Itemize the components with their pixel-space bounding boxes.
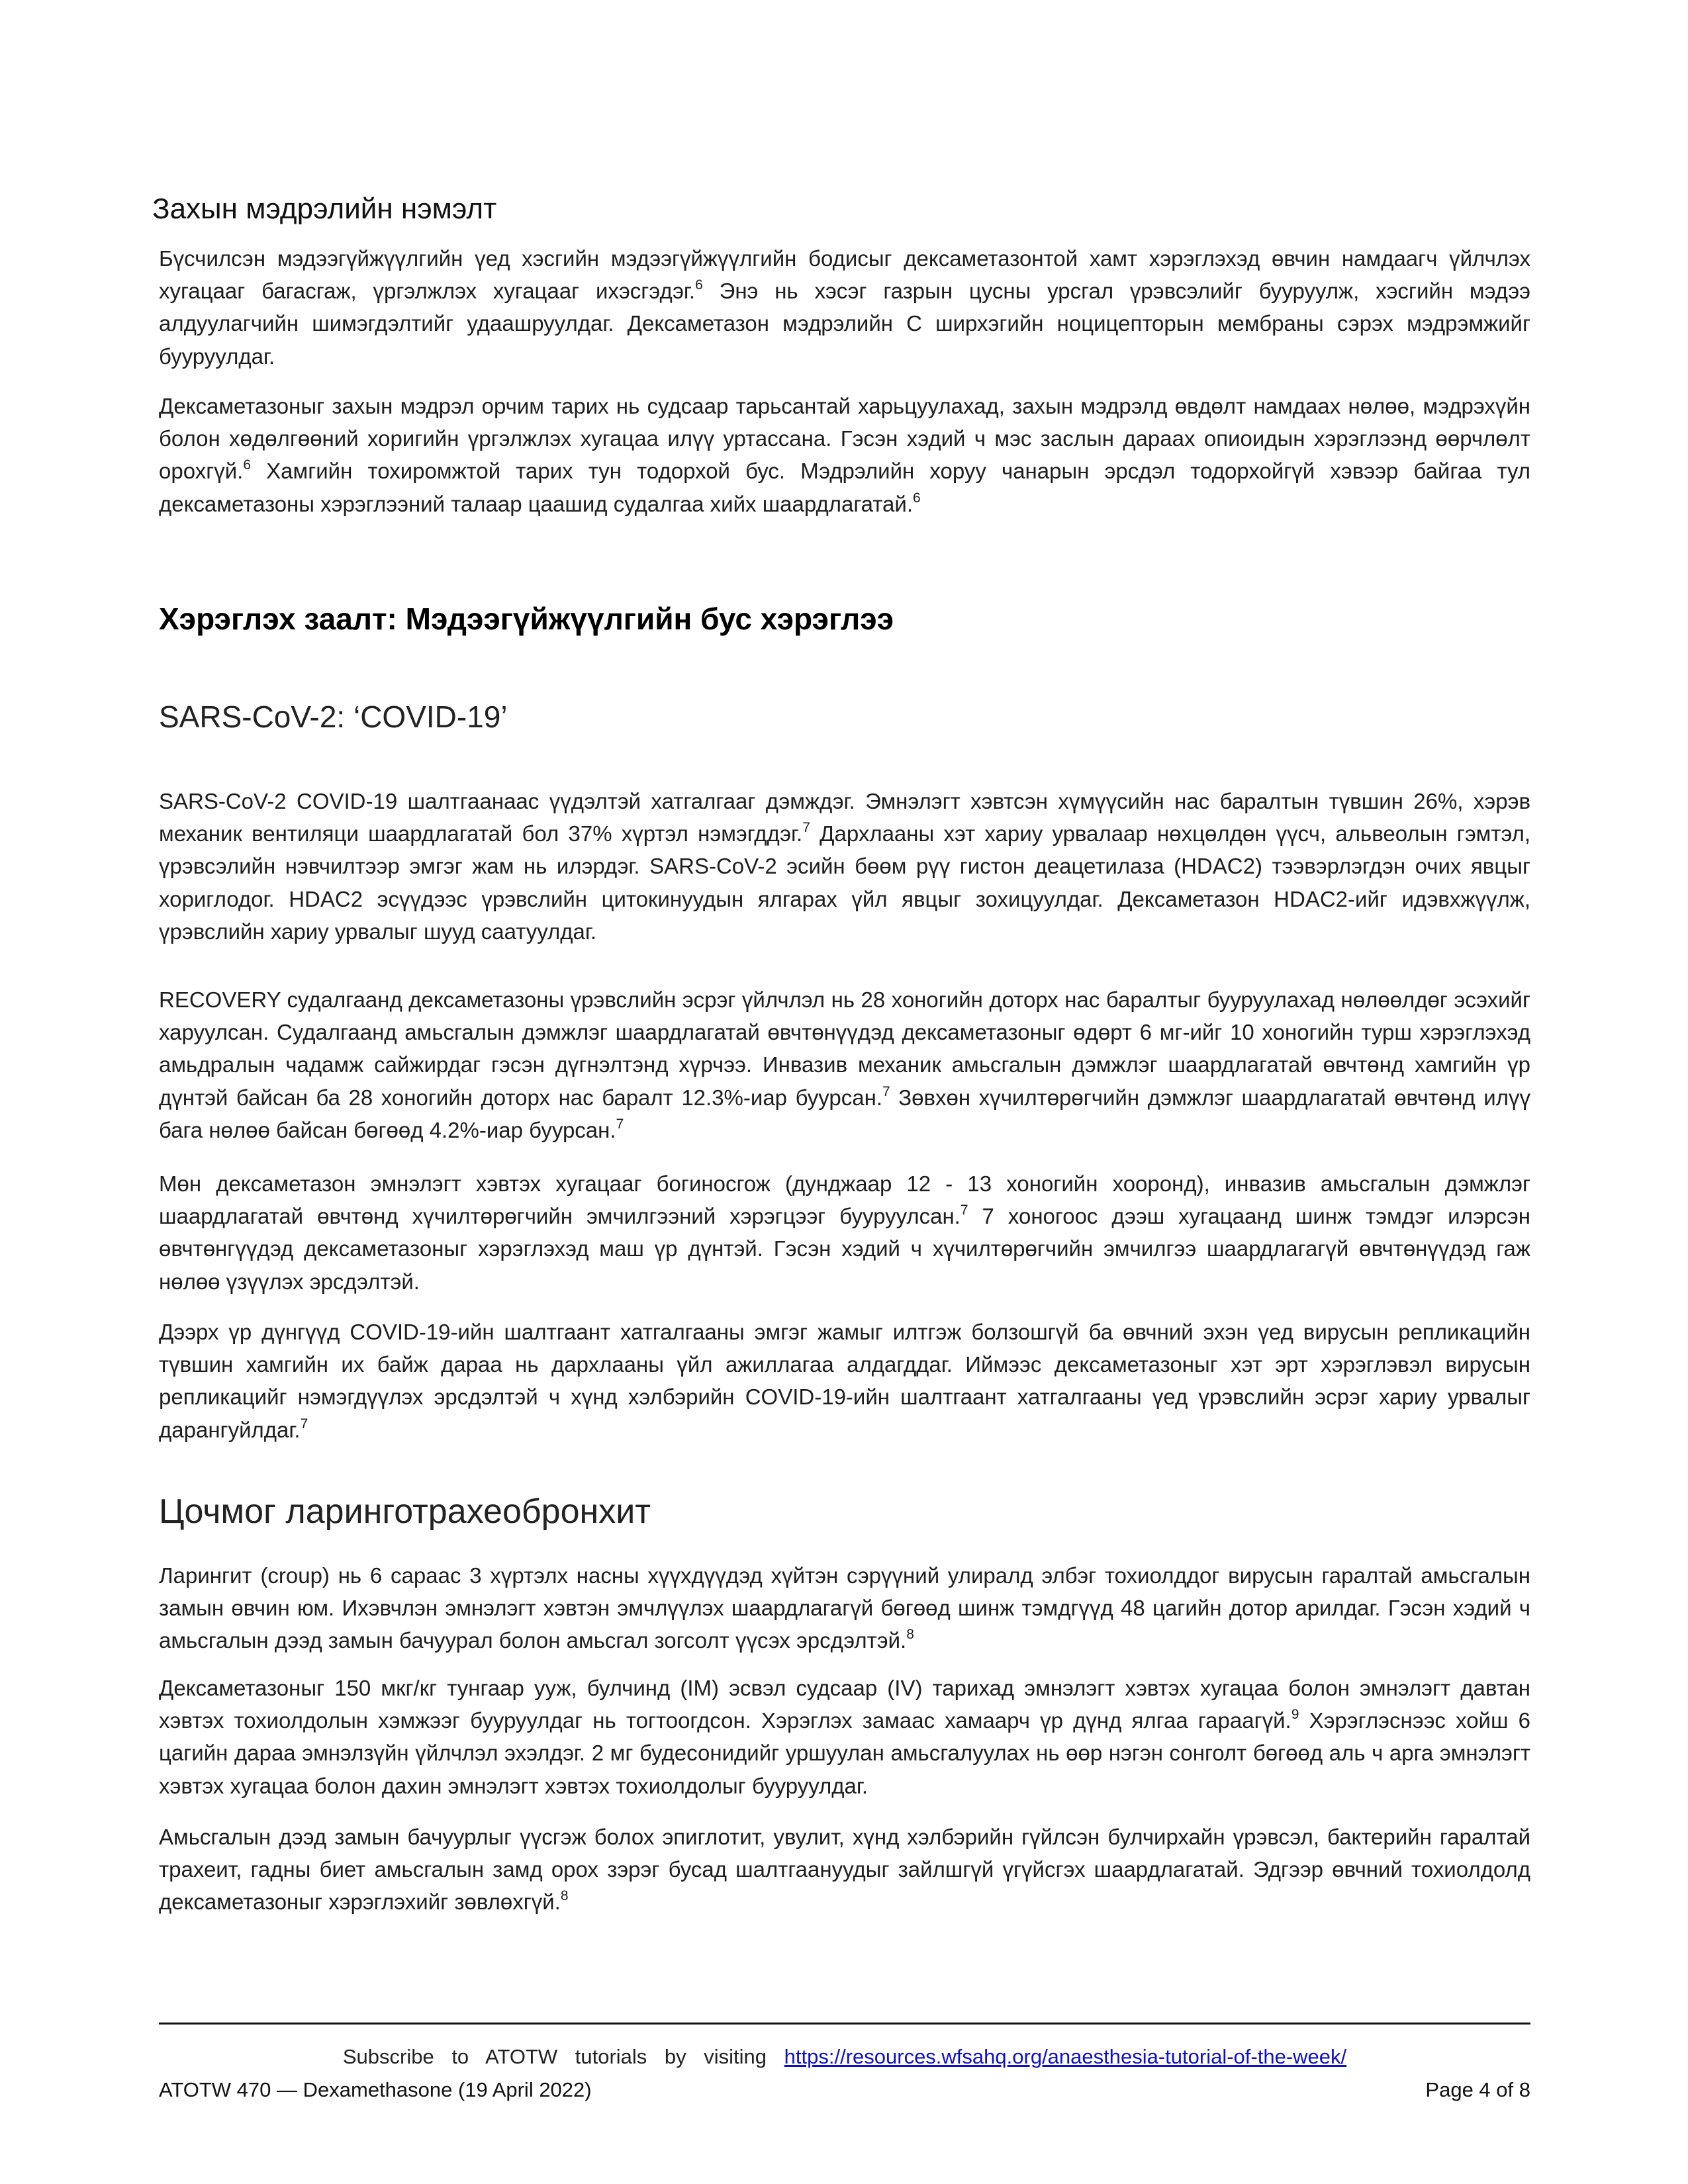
paragraph-text (159, 983, 1530, 1146)
reference-superscript: 6 (912, 490, 921, 506)
text-run: Энэ нь хэсэг газрын цусны урсгал үрэвсэлийг бууруулж, хэсгийн мэдээ алдуулагчийн шимэгдэлтийг удаашруулдаг. Дексаметазон мэдрэлийн С ширхэгийн ноцицепторын мембраны сэрэх мэдрэмжийг бууруулдаг. (159, 279, 1530, 369)
section-heading-croup: Цочмог ларинготрахеобронхит (159, 1492, 651, 1531)
section-covid-heading-block (159, 698, 1530, 736)
paragraph-text (159, 242, 1530, 373)
text-run: SARS-CoV-2 COVID-19 шалтгаанаас үүдэлтэй хатгалгааг дэмждэг. Эмнэлэгт хэвтсэн хүмүүсийн нас баралтын түвшин 26%, хэрэв механик вентиляци шаардлагатай бол 37% хүртэл нэмэгддэг. (159, 789, 1530, 846)
subscribe-text: Subscribe to ATOTW tutorials by visiting (342, 2045, 767, 2068)
section-indication-heading-block (159, 600, 1530, 638)
paragraph-croup-1 (159, 1559, 1530, 1657)
reference-superscript: 7 (616, 1116, 624, 1132)
text-run: Амьсгалын дээд замын бачуурлыг үүсгэж болох эпиглотит, увулит, хүнд хэлбэрийн гүйлсэн булчирхайн үрэвсэл, бактерийн гаралтай трахеит, гадны биет амьсгалын замд орох зэрэг бусад шалтгаануудыг зайлшгүй үгүйсгэх шаардлагатай. Эдгээр өвчний тохиолдолд дексаметазоныг хэрэглэхийг зөвлөхгүй. (159, 1825, 1530, 1915)
text-run: Дексаметазоныг захын мэдрэл орчим тарих нь судсаар тарьсантай харьцуулахад, захын мэдрэлд өвдөлт намдаах нөлөө, мэдрэхүйн болон хөдөлгөөний хоригийн үргэлжлэх хугацаа илүү уртассана. Гэсэн хэдий ч мэс заслын дараах опиоидын хэрэглээнд өөрчлөлт орохгүй. (159, 394, 1530, 484)
text-run: RECOVERY судалгаанд дексаметазоны үрэвслийн эсрэг үйлчлэл нь 28 хоногийн доторх нас баралтыг бууруулахад нөлөөлдөг эсэхийг харуулсан. Судалгаанд амьсгалын дэмжлэг шаардлагатай өвчтөнүүдэд дексаметазоныг өдөрт 6 мг-ийг 10 хоногийн турш хэрэглэхэд амьдралын чадамж сайжирдаг гэсэн дүгнэлтэнд хүрчээ. Инвазив механик амьсгалын дэмжлэг шаардлагатай өвчтөнд хамгийн үр дүнтэй байсан ба 28 хоногийн доторх нас баралт 12.3%-иар буурсан. (159, 987, 1530, 1110)
reference-superscript: 7 (882, 1083, 890, 1099)
text-run: Хэрэглэснээс хойш 6 цагийн дараа эмнэлзүйн үйлчлэл эхэлдэг. 2 мг будесонидийг уршуулан амьсгалуулах нь өөр нэгэн сонголт бөгөөд аль ч арга эмнэлэгт хэвтэх хугацаа болон дахин эмнэлэгт хэвтэх тохиолдолыг бууруулдаг. (159, 1708, 1530, 1798)
paragraph-text (159, 1672, 1530, 1802)
reference-superscript: 6 (243, 457, 252, 473)
paragraph-peripheral-2 (159, 390, 1530, 520)
paragraph-covid-1 (159, 785, 1530, 948)
footer-divider (159, 2023, 1530, 2025)
footer-page-number: Page 4 of 8 (1425, 2078, 1530, 2101)
paragraph-text (159, 785, 1530, 948)
paragraph-text (159, 1821, 1530, 1919)
reference-superscript: 8 (906, 1627, 914, 1643)
reference-superscript: 7 (300, 1416, 308, 1432)
paragraph-covid-3 (159, 1167, 1530, 1298)
paragraph-text (159, 1559, 1530, 1657)
section-heading-covid: SARS-CoV-2: ‘COVID-19’ (159, 700, 508, 734)
footer-subscribe (159, 2042, 1530, 2071)
reference-superscript: 7 (960, 1203, 968, 1218)
section-heading-indication: Хэрэглэх заалт: Мэдээгүйжүүлгийн бус хэрэглээ (159, 602, 894, 636)
paragraph-croup-3 (159, 1821, 1530, 1919)
text-run: Хамгийн тохиромжтой тарих тун тодорхой бус. Мэдрэлийн хоруу чанарын эрсдэл тодорхойгүй хэвээр байгаа тул дексаметазоны хэрэглээний талаар цаашид судалгаа хийх шаардлагатай. (159, 459, 1530, 516)
text-run: Мөн дексаметазон эмнэлэгт хэвтэх хугацааг богиносгож (дунджаар 12 - 13 хоногийн хооронд), инвазив амьсгалын дэмжлэг шаардлагатай өвчтөнд хүчилтөрөгчийн эмчилгээний хэрэгцээг бууруулсан. (159, 1171, 1530, 1229)
text-run: Дексаметазоныг 150 мкг/кг тунгаар ууж, булчинд (IM) эсвэл судсаар (IV) тарихад эмнэлэгт хэвтэх хугацаа болон эмнэлэгт давтан хэвтэх тохиолдолын хэмжээг бууруулдаг нь тогтоогдсон. Хэрэглэх замаас хамаарч үр дүнд ялгаа гараагүй. (159, 1676, 1530, 1733)
reference-superscript: 8 (560, 1888, 569, 1904)
reference-superscript: 6 (695, 277, 703, 293)
paragraph-covid-4 (159, 1316, 1530, 1446)
paragraph-text (159, 390, 1530, 520)
paragraph-peripheral-1 (159, 242, 1530, 373)
text-run: Дээрх үр дүнгүүд COVID-19-ийн шалтгаант хатгалгааны эмгэг жамыг илтгэж болзошгүй ба өвчний эхэн үед вирусын репликацийн түвшин хамгийн их байж дараа нь дархлааны үйл ажиллагаа алдагддаг. Иймээс дексаметазоныг хэт эрт хэрэглэвэл вирусын репликацийг нэмэгдүүлэх эрсдэлтэй ч хүнд хэлбэрийн COVID-19-ийн шалтгаант хатгалгааны үед үрэвслийн эсрэг хариу урвалыг дарангуйлдаг. (159, 1320, 1530, 1442)
paragraph-covid-2 (159, 983, 1530, 1146)
paragraph-text (159, 1167, 1530, 1298)
text-run: 7 хоногоос дээш хугацаанд шинж тэмдэг илэрсэн өвчтөнгүүдэд дексаметазоныг хэрэглэхэд маш үр дүнтэй. Гэсэн хэдий ч хүчилтөрөгчийн эмчилгээ шаардлагагүй өвчтөнүүдэд гаж нөлөө үзүүлэх эрсдэлтэй. (159, 1204, 1530, 1294)
reference-superscript: 7 (802, 820, 810, 836)
text-run: Бүсчилсэн мэдээгүйжүүлгийн үед хэсгийн мэдээгүйжүүлгийн бодисыг дексаметазонтой хамт хэрэглэхэд өвчин намдаагч үйлчлэх хугацааг багасгаж, үргэлжлэх хугацааг ихэсгэдэг. (159, 246, 1530, 304)
text-run: Ларингит (croup) нь 6 сараас 3 хүртэлх насны хүүхдүүдэд хүйтэн сэрүүний улиралд элбэг тохиолддог вирусын гаралтай амьсгалын замын өвчин юм. Ихэвчлэн эмнэлэгт хэвтэн эмчлүүлэх шаардлагагүй бөгөөд шинж тэмдгүүд 48 цагийн дотор арилдаг. Гэсэн хэдий ч амьсгалын дээд замын бачуурал болон амьсгал зогсолт үүсэх эрсдэлтэй. (159, 1563, 1530, 1653)
paragraph-croup-2 (159, 1672, 1530, 1802)
section-heading-peripheral: Захын мэдрэлийн нэмэлт (152, 193, 497, 225)
paragraph-text (159, 1316, 1530, 1446)
section-peripheral-heading-block (152, 191, 1530, 228)
section-croup-heading-block (159, 1490, 1530, 1533)
text-run: Зөвхөн хүчилтөрөгчийн дэмжлэг шаардлагатай өвчтөнд илүү бага нөлөө байсан бөгөөд 4.2%-иар буурсан. (159, 1085, 1530, 1142)
reference-superscript: 9 (1291, 1707, 1299, 1723)
subscribe-link[interactable]: https://resources.wfsahq.org/anaesthesia-tutorial-of-the-week/ (784, 2045, 1347, 2068)
footer-document-title: ATOTW 470 — Dexamethasone (19 April 2022) (159, 2078, 592, 2101)
text-run: Дархлааны хэт хариу урвалаар нөхцөлдөн үүсч, альвеолын гэмтэл, үрэвсэлийн нэвчилтээр эмгэг жам нь илэрдэг. SARS-CoV-2 эсийн бөөм рүү гистон деацетилаза (HDAC2) тээвэрлэгдэн очих явцыг хориглодог. HDAC2 эсүүдээс үрэвслийн цитокинуудын ялгарах үйл явцыг зохицуулдаг. Дексаметазон HDAC2-ийг идэвхжүүлж, үрэвслийн хариу урвалыг шууд саатуулдаг. (159, 821, 1530, 944)
